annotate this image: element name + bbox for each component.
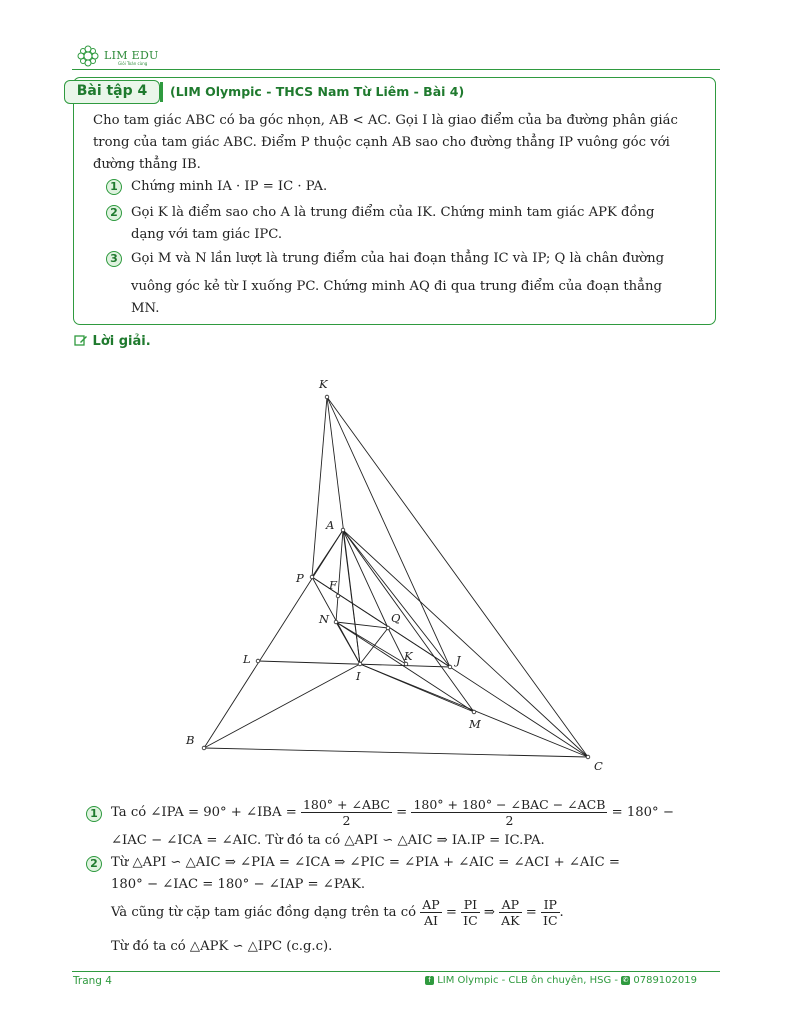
label-P: P — [296, 571, 304, 585]
pencil-icon — [74, 334, 88, 346]
label-K-mid: K — [404, 649, 413, 663]
part-1-text: Chứng minh IA · IP = IC · PA. — [131, 179, 328, 194]
fraction-1: $\frac{\text{180° + ∠ABC}}{2}$ — [302, 797, 390, 828]
footer-club-text: LIM Olympic - CLB ôn chuyên, HSG - — [437, 975, 618, 986]
solution-1-line-1: Ta có ∠IPA = 90° + ∠IBA = $\frac{\text{180° + ∠ABC}}{2}$ = $\frac{\text{180° + 180° − ∠BAC − ∠ACB}}{2}$ = 180° − — [111, 797, 674, 828]
problem-source: (LIM Olympic - THCS Nam Từ Liêm - Bài 4) — [170, 84, 465, 99]
label-C: C — [594, 759, 603, 773]
facebook-icon: f — [425, 976, 434, 985]
fraction-ap-ai: $\frac{AP}{AI}$ — [422, 897, 440, 928]
problem-intro-line-1: Cho tam giác ABC có ba góc nhọn, AB < AC. Gọi I là giao điểm của ba đường phân giác — [93, 113, 678, 128]
solution-2-line-4: Từ đó ta có △APK ∽ △IPC (c.g.c). — [111, 939, 333, 954]
problem-intro-line-2: trong của tam giác ABC. Điểm P thuộc cạnh AB sao cho đường thẳng IP vuông góc với — [93, 135, 670, 150]
label-A: A — [326, 518, 335, 532]
label-F: F — [329, 578, 337, 592]
header-divider — [72, 69, 720, 70]
solution-title — [74, 334, 151, 349]
solution-1-line-2: ∠IAC − ∠ICA = ∠AIC. Từ đó ta có △API ∽ △AIC ⇒ IA.IP = IC.PA. — [111, 833, 545, 848]
label-J: J — [456, 653, 461, 667]
part-1-number: 1 — [106, 179, 122, 195]
label-Q: Q — [391, 611, 401, 625]
solution-2-number: 2 — [86, 856, 102, 872]
part-3-text-line-2: vuông góc kẻ từ I xuống PC. Chứng minh AQ đi qua trung điểm của đoạn thẳng — [131, 279, 662, 294]
solution-1-number: 1 — [86, 806, 102, 822]
fraction-2: $\frac{\text{180° + 180° − ∠BAC − ∠ACB}}{2}$ — [413, 797, 606, 828]
fraction-ap-ak: $\frac{AP}{AK}$ — [501, 897, 520, 928]
problem-intro-line-3: đường thẳng IB. — [93, 157, 201, 172]
label-N: N — [319, 612, 330, 626]
solution-2-line-2: 180° − ∠IAC = 180° − ∠IAP = ∠PAK. — [111, 877, 366, 892]
part-3-number: 3 — [106, 251, 122, 267]
phone-icon: ✆ — [622, 975, 629, 984]
geometry-figure — [180, 370, 610, 780]
part-2-number: 2 — [106, 205, 122, 221]
logo-text: LIM EDU — [104, 49, 159, 62]
part-2-text-line-1: Gọi K là điểm sao cho A là trung điểm của IK. Chứng minh tam giác APK đồng — [131, 205, 655, 220]
label-B: B — [186, 733, 195, 747]
label-K-top: K — [319, 377, 328, 391]
fraction-ip-ic: $\frac{IP}{IC}$ — [543, 897, 558, 928]
part-2-text-line-2: dạng với tam giác IPC. — [131, 227, 283, 242]
solution-2-line-3: Và cũng từ cặp tam giác đồng dạng trên ta có $\frac{AP}{AI}$ = $\frac{PI}{IC}$ ⇒ $\frac{AP}{AK}$ = $\frac{IP}{IC}$ . — [111, 897, 564, 928]
footer-phone: 0789102019 — [633, 975, 697, 986]
label-M: M — [469, 717, 481, 731]
part-3-text-line-3: MN. — [131, 301, 160, 316]
fraction-pi-ic: $\frac{PI}{IC}$ — [463, 897, 478, 928]
solution-title-text: Lời giải. — [92, 334, 151, 349]
footer-divider — [72, 971, 720, 972]
part-3-text-line-1: Gọi M và N lần lượt là trung điểm của hai đoạn thẳng IC và IP; Q là chân đường — [131, 251, 665, 266]
label-I: I — [356, 669, 361, 683]
problem-tab-separator — [160, 82, 163, 102]
problem-tab: Bài tập 4 — [64, 80, 160, 104]
footer-page-number: Trang 4 — [73, 975, 112, 987]
label-L: L — [243, 652, 251, 666]
logo-subtext: Giỏi Toán cùng — [118, 61, 148, 66]
solution-2-line-1: Từ △API ∽ △AIC ⇒ ∠PIA = ∠ICA ⇒ ∠PIC = ∠PIA + ∠AIC = ∠ACI + ∠AIC = — [111, 855, 620, 870]
footer-contact — [425, 975, 697, 986]
